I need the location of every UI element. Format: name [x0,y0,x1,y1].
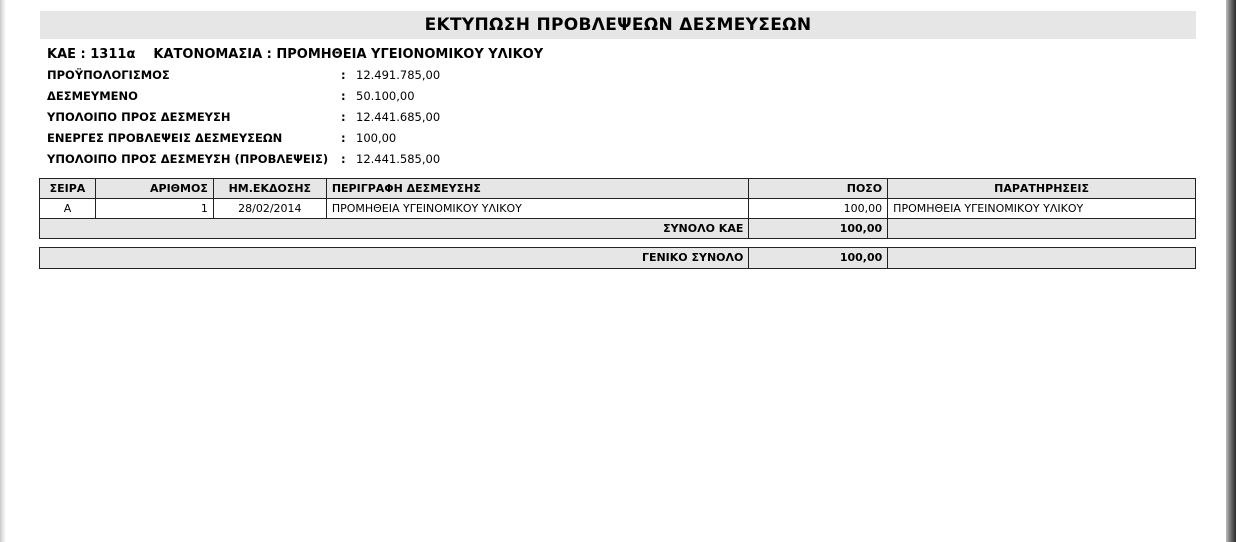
grand-total-table [39,247,1196,269]
kae-code: ΚΑΕ : 1311α [47,47,136,62]
kae-total-empty [888,219,1196,239]
left-window-edge [0,0,6,542]
summary-value: 12.441.685,00 [356,110,441,124]
cell-amount: 100,00 [749,199,888,219]
summary-value: 100,00 [356,131,397,145]
summary-colon: : [341,68,346,82]
kae-name: ΚΑΤΟΝΟΜΑΣΙΑ : ΠΡΟΜΗΘΕΙΑ ΥΓΕΙΟΝΟΜΙΚΟΥ ΥΛΙΚΟΥ [153,47,544,62]
grand-total-label: ΓΕΝΙΚΟ ΣΥΝΟΛΟ [40,248,749,269]
summary-colon: : [341,89,346,103]
cell-seira: Α [40,199,96,219]
summary-colon: : [341,131,346,145]
header-arithmos: ΑΡΙΘΜΟΣ [95,179,213,199]
header-description: ΠΕΡΙΓΡΑΦΗ ΔΕΣΜΕΥΣΗΣ [326,179,749,199]
header-notes: ΠΑΡΑΤΗΡΗΣΕΙΣ [888,179,1196,199]
kae-total-label: ΣΥΝΟΛΟ ΚΑΕ [40,219,749,239]
table-header-row [40,179,1196,199]
header-date: ΗΜ.ΕΚΔΟΣΗΣ [213,179,326,199]
summary-label: ΕΝΕΡΓΕΣ ΠΡΟΒΛΕΨΕΙΣ ΔΕΣΜΕΥΣΕΩΝ [47,131,283,145]
summary-label: ΥΠΟΛΟΙΠΟ ΠΡΟΣ ΔΕΣΜΕΥΣΗ (ΠΡΟΒΛΕΨΕΙΣ) [47,152,329,166]
table-row [40,199,1196,219]
header-amount: ΠΟΣΟ [749,179,888,199]
cell-arithmos: 1 [95,199,213,219]
summary-colon: : [341,152,346,166]
summary-label: ΥΠΟΛΟΙΠΟ ΠΡΟΣ ΔΕΣΜΕΥΣΗ [47,110,231,124]
summary-colon: : [341,110,346,124]
cell-date: 28/02/2014 [213,199,326,219]
grand-total-value: 100,00 [749,248,888,269]
cell-description: ΠΡΟΜΗΘΕΙΑ ΥΓΕΙΝΟΜΙΚΟΥ ΥΛΙΚΟΥ [326,199,749,219]
cell-notes: ΠΡΟΜΗΘΕΙΑ ΥΓΕΙΝΟΜΙΚΟΥ ΥΛΙΚΟΥ [888,199,1196,219]
commitments-table [39,178,1196,239]
grand-total-row [40,248,1196,269]
summary-value: 50.100,00 [356,89,415,103]
kae-total-row [40,219,1196,239]
summary-value: 12.441.585,00 [356,152,441,166]
header-seira: ΣΕΙΡΑ [40,179,96,199]
summary-label: ΠΡΟΫΠΟΛΟΓΙΣΜΟΣ [47,68,170,82]
grand-total-empty [888,248,1196,269]
report-title: ΕΚΤΥΠΩΣΗ ΠΡΟΒΛΕΨΕΩΝ ΔΕΣΜΕΥΣΕΩΝ [40,11,1196,39]
summary-label: ΔΕΣΜΕΥΜΕΝΟ [47,89,138,103]
kae-total-value: 100,00 [749,219,888,239]
kae-header [47,47,543,62]
right-scrollbar-edge[interactable] [1226,0,1236,542]
summary-value: 12.491.785,00 [356,68,441,82]
